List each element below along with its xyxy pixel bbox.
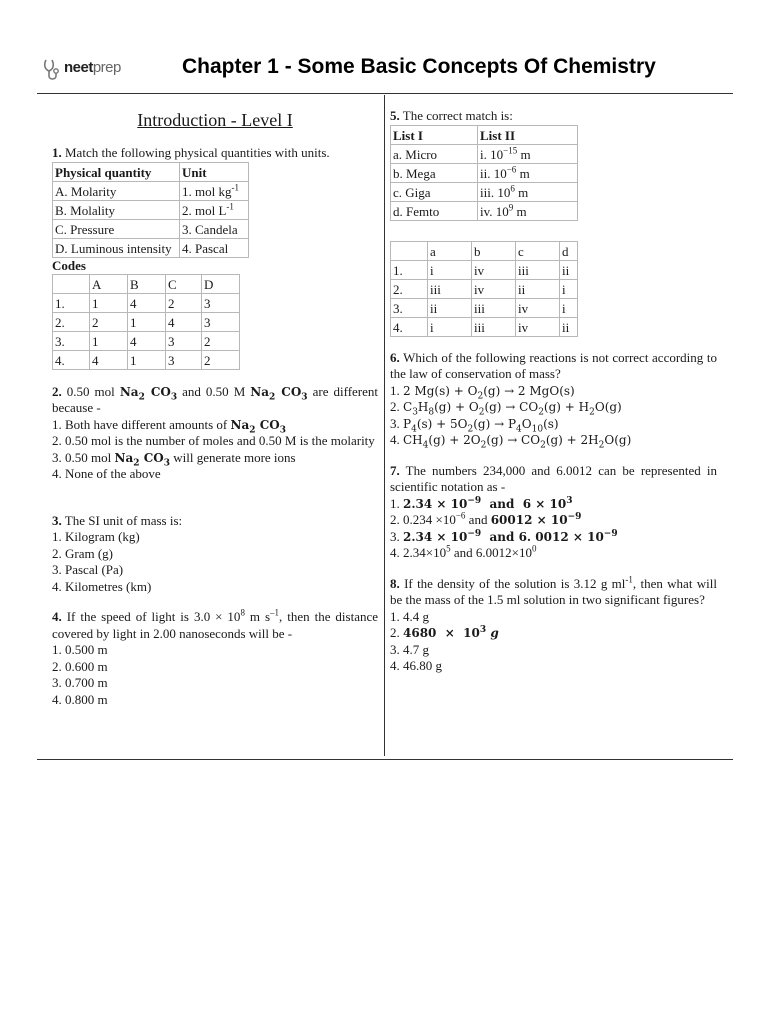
q6-option-2: 2. $C_3H_8(g) + O_2(g) \to CO_2(g) + H_2O(g)$ (390, 399, 622, 418)
table-row: 4. i iii iv ii (391, 317, 578, 336)
q4-option-3: 3. 0.700 m (52, 675, 108, 690)
table-header-row: a b c d (391, 241, 578, 260)
q3-option-2: 2. Gram (g) (52, 545, 114, 561)
question-3: 3. The SI unit of mass is: (52, 512, 183, 528)
table-row: b. Mega ii. $10^{-6}$ m (391, 163, 578, 182)
question-4: 4. If the speed of light is $3.0 \times 10^8$ m $s^{-1}$, then the distance covered by light in 2.00 nanoseconds will be - (52, 607, 379, 641)
q2-option-4: 4. None of the above (52, 466, 161, 481)
q2-option-3: 3. 0.50 mol $Na_2$ $CO_3$ will generate more ions (52, 449, 296, 468)
q7-option-4: 4. $2.34\times 10^5$ and $6.0012\times 10^0$ (390, 543, 537, 560)
q6-option-4: 4. $CH_4(g) + 2O_2(g) \to CO_2(g) + 2H_2O(g)$ (390, 432, 632, 451)
question-5: 5. The correct match is: (390, 108, 513, 123)
table-header-row: Physical quantity Unit (53, 162, 249, 181)
q2-option-2: 2. 0.50 mol is the number of moles and 0.50 M is the molarity (52, 433, 375, 448)
table-row: 3. ii iii iv i (391, 298, 578, 317)
q4-option-1: 1. 0.500 m (52, 642, 108, 657)
header-rule (37, 93, 733, 94)
q3-option-3: 3. Pascal (Pa) (52, 562, 124, 577)
q6-option-3: 3. $P_4(s) + 5O_2(g) \to P_4O_{10}(s)$ (390, 415, 559, 434)
q3-option-1: 1. Kilogram (kg) (52, 529, 140, 544)
table-row: d. Femto iv. $10^9$ m (391, 201, 578, 220)
q8-option-4: 4. 46.80 g (390, 658, 442, 673)
table-row: 2. iii iv ii i (391, 279, 578, 298)
footer-rule (37, 759, 733, 760)
q8-option-2: 2. $4680 \times 10^3$ g (390, 625, 499, 640)
q7-option-2: 2. $0.234 \times 10^{-6}$ and $60012 \times 10^{-9}$ (390, 510, 582, 527)
left-column (52, 108, 378, 708)
logo-text: neetprep (64, 59, 121, 76)
question-6: 6. Which of the following reactions is not correct according to the law of conservation of mass? (390, 349, 717, 381)
table-row: C. Pressure 3. Candela (53, 219, 249, 238)
q5-codes-table (390, 241, 578, 337)
neetprep-logo (42, 56, 142, 84)
chapter-title: Chapter 1 - Some Basic Concepts Of Chemistry (182, 55, 656, 78)
table-row: 3. 1 4 3 2 (53, 331, 240, 350)
question-1: 1. Match the following physical quantities with units. (52, 145, 330, 160)
table-header-row: A B C D (53, 274, 240, 293)
right-column (390, 108, 717, 675)
table-row: D. Luminous intensity 4. Pascal (53, 238, 249, 257)
q1-codes-table (52, 274, 240, 370)
q7-option-3: 3. $2.34 \times 10^{-9}$ and 6. $0012 \times 10^{-9}$ (390, 528, 618, 544)
q7-option-1: 1. $2.34 \times 10^{-9}$ and $6 \times 10^3$ (390, 495, 573, 511)
codes-label: Codes (52, 257, 86, 273)
q6-option-1: 1. 2 $Mg(s) + O_2(g) \to 2$ MgO(s) (390, 382, 575, 401)
question-7: 7. The numbers 234,000 and 6.0012 can be represented in scientific notation as - (390, 462, 717, 494)
q3-option-4: 4. Kilometres (km) (52, 578, 152, 594)
table-row: a. Micro i. $10^{-15}$ m (391, 144, 578, 163)
table-header-row: List I List II (391, 125, 578, 144)
question-8: 8. If the density of the solution is 3.12 g $ml^{-1}$, then what will be the mass of the 1.5 ml solution in two significant figures? (390, 574, 717, 607)
q2-option-1: 1. Both have different amounts of $Na_2$ $CO_3$ (52, 416, 286, 435)
table-row: 2. 2 1 4 3 (53, 312, 240, 331)
table-row: 4. 4 1 3 2 (53, 350, 240, 369)
section-title: Introduction - Level I (137, 110, 293, 130)
stethoscope-icon (42, 58, 64, 82)
q1-match-table (52, 162, 249, 258)
table-row: A. Molarity 1. mol $kg^{-1}$ (53, 181, 249, 200)
q8-option-3: 3. 4.7 g (390, 641, 429, 657)
q5-match-table (390, 125, 578, 221)
q4-option-2: 2. 0.600 m (52, 658, 108, 674)
table-row: 1. i iv iii ii (391, 260, 578, 279)
column-divider (384, 95, 385, 756)
question-2: 2. 0.50 mol $Na_2$ $CO_3$ and 0.50 M $Na_2$ $CO_3$ are different because - (52, 383, 379, 415)
table-row: B. Molality 2. mol $L^{-1}$ (53, 200, 249, 219)
table-row: c. Giga iii. $10^6$ m (391, 182, 578, 201)
q4-option-4: 4. 0.800 m (52, 691, 108, 707)
table-row: 1. 1 4 2 3 (53, 293, 240, 312)
q8-option-1: 1. 4.4 g (390, 608, 429, 624)
